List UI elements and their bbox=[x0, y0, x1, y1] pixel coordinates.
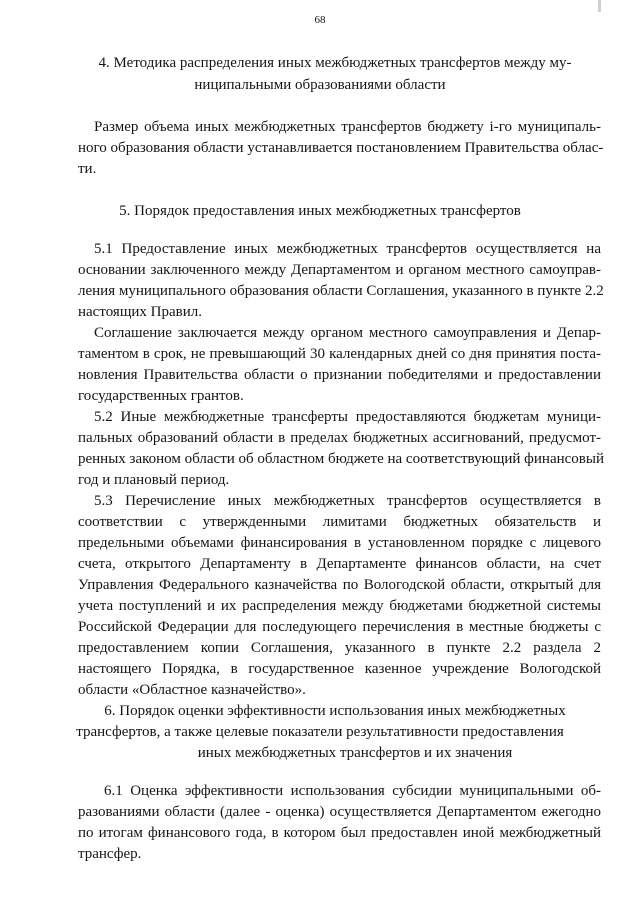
paragraph-line: Управления Федерального казначейства по Вологодской области, открытый для bbox=[78, 577, 601, 593]
paragraph-line: Соглашение заключается между органом местного самоуправления и Депар- bbox=[94, 325, 601, 341]
section-6-heading-line-2: трансфертов, а также целевые показатели результативности предоставления bbox=[76, 724, 564, 740]
paragraph-line: счета, открытого Департаменту в Департаменте финансов области, на счет bbox=[78, 556, 601, 572]
paragraph-line: ти. bbox=[78, 161, 97, 177]
paragraph-line: новления Правительства области о признании победителями и предоставлении bbox=[78, 367, 601, 383]
paragraph-line: основании заключенного между Департаментом и органом местного самоуправ- bbox=[78, 262, 601, 278]
section-4-heading-line-2: ниципальными образованиями области bbox=[194, 77, 446, 93]
paragraph-line: соответствии с утвержденными лимитами бюджетных обязательств и bbox=[78, 514, 601, 530]
paragraph-line: пальных образований области в пределах бюджетных ассигнований, предусмот- bbox=[78, 430, 601, 446]
paragraph-line: ления муниципального образования области Соглашения, указанного в пункте 2.2 bbox=[78, 283, 604, 299]
paragraph-line: ного образования области устанавливается постановлением Правительства облас- bbox=[78, 140, 604, 156]
paragraph-line: области «Областное казначейство». bbox=[78, 682, 306, 698]
paragraph-line: по итогам финансового года, в котором был предоставлен иной межбюджетный bbox=[78, 825, 601, 841]
paragraph-line: 5.2 Иные межбюджетные трансферты предоставляются бюджетам муници- bbox=[94, 409, 601, 425]
scan-edge-mark bbox=[598, 0, 601, 12]
section-6-heading-line-3: иных межбюджетных трансфертов и их значения bbox=[197, 745, 513, 761]
paragraph-line: настоящих Правил. bbox=[78, 304, 202, 320]
paragraph-line: 5.1 Предоставление иных межбюджетных трансфертов осуществляется на bbox=[94, 241, 601, 257]
paragraph-line: настоящего Порядка, в государственное казенное учреждение Вологодской bbox=[78, 661, 601, 677]
paragraph-line: учета поступлений и их распределения между бюджетами бюджетной системы bbox=[78, 598, 601, 614]
page-number: 68 bbox=[314, 14, 326, 26]
paragraph-line: год и плановый период. bbox=[78, 472, 230, 488]
section-5-heading: 5. Порядок предоставления иных межбюджетных трансфертов bbox=[119, 203, 521, 219]
paragraph-line: государственных грантов. bbox=[78, 388, 244, 404]
paragraph-line: 5.3 Перечисление иных межбюджетных трансфертов осуществляется в bbox=[94, 493, 601, 509]
section-6-heading-line-1: 6. Порядок оценки эффективности использования иных межбюджетных bbox=[104, 703, 566, 719]
paragraph-line: предельными объемами финансирования в установленном порядке с лицевого bbox=[78, 535, 601, 551]
paragraph-line: таментом в срок, не превышающий 30 календарных дней со дня принятия поста- bbox=[78, 346, 601, 362]
paragraph-line: трансфер. bbox=[78, 846, 142, 862]
paragraph-line: Российской Федерации для последующего перечисления в местные бюджеты с bbox=[78, 619, 601, 635]
paragraph-line: предоставлением копии Соглашения, указанного в пункте 2.2 раздела 2 bbox=[78, 640, 601, 656]
paragraph-line: 6.1 Оценка эффективности использования субсидии муниципальными об- bbox=[104, 783, 601, 799]
paragraph-line: Размер объема иных межбюджетных трансфертов бюджету i-го муниципаль- bbox=[94, 119, 601, 135]
paragraph-line: ренных законом области об областном бюджете на соответствующий финансовый bbox=[78, 451, 604, 467]
paragraph-line: разованиями области (далее - оценка) осуществляется Департаментом ежегодно bbox=[78, 804, 601, 820]
section-4-heading-line-1: 4. Методика распределения иных межбюджетных трансфертов между му- bbox=[98, 55, 572, 71]
